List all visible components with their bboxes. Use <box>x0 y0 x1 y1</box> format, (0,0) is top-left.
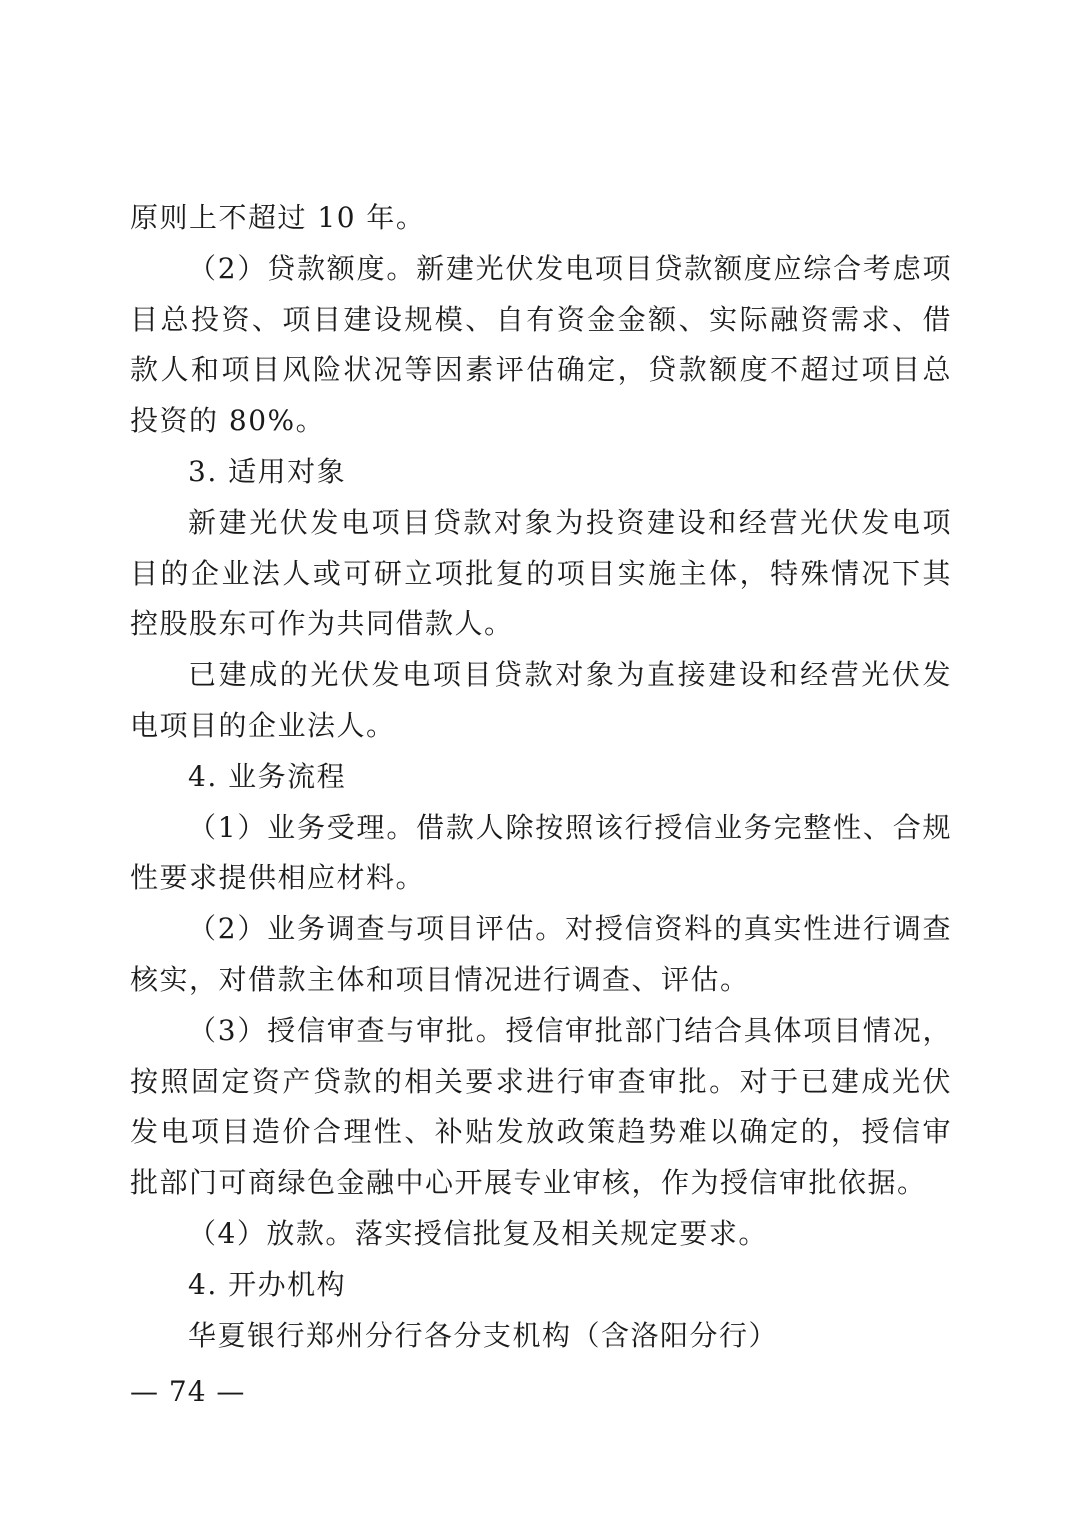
document-body <box>130 193 952 1361</box>
section-heading-institutions: 4. 开办机构 <box>188 1267 347 1301</box>
paragraph-continuation: 原则上不超过 10 年。 <box>130 201 426 234</box>
paragraph-review-approval: （3）授信审查与审批。授信审批部门结合具体项目情况，按照固定资产贷款的相关要求进行审查审批。对于已建成光伏发电项目造价合理性、补贴发放政策趋势难以确定的，授信审批部门可商绿色金融中心开展专业审核，作为授信审批依据。 <box>130 1013 952 1200</box>
page-number: — 74 — <box>130 1375 246 1408</box>
paragraph-new-project-borrowers: 新建光伏发电项目贷款对象为投资建设和经营光伏发电项目的企业法人或可研立项批复的项目实施主体，特殊情况下其控股股东可作为共同借款人。 <box>130 505 952 641</box>
section-heading-business-process: 4. 业务流程 <box>188 759 347 793</box>
paragraph-business-acceptance: （1）业务受理。借款人除按照该行授信业务完整性、合规性要求提供相应材料。 <box>130 810 952 895</box>
paragraph-built-project-borrowers: 已建成的光伏发电项目贷款对象为直接建设和经营光伏发电项目的企业法人。 <box>130 658 952 742</box>
paragraph-loan-disbursement: （4）放款。落实授信批复及相关规定要求。 <box>188 1216 768 1250</box>
section-heading-applicable-objects: 3. 适用对象 <box>188 454 347 488</box>
paragraph-investigation-evaluation: （2）业务调查与项目评估。对授信资料的真实性进行调查核实，对借款主体和项目情况进行调查、评估。 <box>130 912 952 996</box>
paragraph-institutions: 华夏银行郑州分行各分支机构（含洛阳分行） <box>188 1318 779 1352</box>
paragraph-loan-amount: （2）贷款额度。新建光伏发电项目贷款额度应综合考虑项目总投资、项目建设规模、自有资金金额、实际融资需求、借款人和项目风险状况等因素评估确定，贷款额度不超过项目总投资的 80%。 <box>130 251 952 438</box>
